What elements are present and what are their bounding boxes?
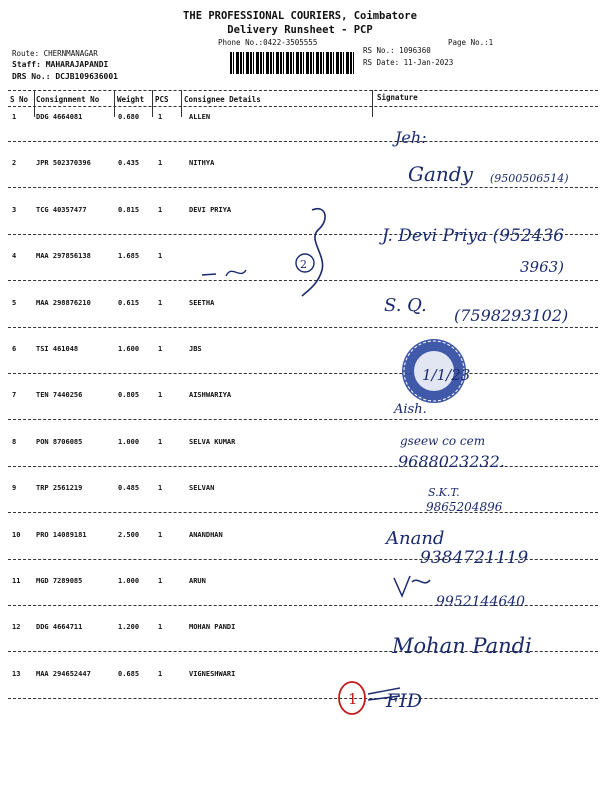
row-weight: 1.685 bbox=[118, 252, 140, 261]
drs-number: DRS No.: DCJB109636001 bbox=[12, 72, 118, 81]
row-pcs: 1 bbox=[158, 345, 163, 353]
row-pcs: 1 bbox=[158, 159, 163, 168]
barcode bbox=[230, 52, 356, 74]
svg-text:1: 1 bbox=[348, 690, 358, 708]
signature-mohan-pandi: Mohan Pandi bbox=[392, 634, 532, 658]
row-consignment-no: DDG 4664081 bbox=[36, 113, 83, 121]
row-separator bbox=[8, 466, 598, 467]
row-consignment-no: JPR 502370396 bbox=[36, 159, 91, 168]
row-consignee: VIGNESHWARI bbox=[189, 669, 236, 678]
row-consignment-no: MAA 294652447 bbox=[36, 669, 91, 678]
row-sno: 11 bbox=[12, 577, 21, 585]
row-sno: 9 bbox=[12, 484, 17, 493]
row-consignee: ANANDHAN bbox=[189, 530, 223, 539]
row-sno: 13 bbox=[12, 669, 21, 678]
handwritten-fid: FID bbox=[386, 690, 422, 712]
col-signature: Signature bbox=[377, 93, 418, 102]
row-weight: 2.500 bbox=[118, 530, 140, 539]
row-separator bbox=[8, 327, 598, 328]
row-separator bbox=[8, 187, 598, 188]
signature-devi-priya: J. Devi Priya (952436 bbox=[382, 226, 565, 246]
row-weight: 0.805 bbox=[118, 391, 140, 400]
handwritten-phone-10: 9384721119 bbox=[420, 548, 529, 568]
row-sno: 8 bbox=[12, 437, 17, 446]
signature-arun bbox=[392, 572, 432, 600]
table-top-rule bbox=[8, 90, 598, 91]
row-separator bbox=[8, 141, 598, 142]
row-pcs: 1 bbox=[158, 298, 163, 307]
row-sno: 4 bbox=[12, 252, 17, 261]
row-consignee: NITHYA bbox=[189, 159, 215, 168]
row-pcs: 1 bbox=[158, 205, 163, 214]
col-divider bbox=[114, 90, 115, 117]
row-pcs: 1 bbox=[158, 252, 163, 261]
staff-label: Staff: MAHARAJAPANDI bbox=[12, 60, 109, 69]
row-pcs: 1 bbox=[158, 577, 163, 585]
document-title: Delivery Runsheet - PCP bbox=[227, 24, 373, 36]
handwritten-phone-11: 9952144640 bbox=[436, 594, 526, 610]
row-consignment-no: PON 8706085 bbox=[36, 437, 83, 446]
row-consignee: AISHWARIYA bbox=[189, 391, 232, 400]
col-pcs: PCS bbox=[155, 95, 169, 104]
row-consignee: ARUN bbox=[189, 577, 206, 585]
row-consignment-no: PRO 14089181 bbox=[36, 530, 87, 539]
page-number: Page No.:1 bbox=[448, 38, 494, 47]
handwritten-phone-9: 9865204896 bbox=[426, 500, 503, 514]
row-sno: 12 bbox=[12, 623, 21, 632]
row-consignment-no: MGD 7289085 bbox=[36, 577, 83, 585]
scribble-mark bbox=[200, 250, 325, 285]
row-pcs: 1 bbox=[158, 437, 163, 446]
row-weight: 0.485 bbox=[118, 484, 140, 493]
row-weight: 0.435 bbox=[118, 159, 140, 168]
row-consignee: JBS bbox=[189, 345, 202, 353]
row-weight: 0.615 bbox=[118, 298, 140, 307]
signature-nithya: Gandy bbox=[408, 162, 473, 186]
row-sno: 7 bbox=[12, 391, 17, 400]
row-consignee: SELVAN bbox=[189, 484, 215, 493]
row-weight: 1.200 bbox=[118, 623, 140, 632]
row-pcs: 1 bbox=[158, 113, 163, 121]
row-weight: 0.680 bbox=[118, 113, 140, 121]
rs-date: RS Date: 11-Jan-2023 bbox=[363, 58, 454, 67]
signature-aishwariya: Aish. bbox=[394, 402, 427, 417]
row-sno: 2 bbox=[12, 159, 17, 168]
row-separator bbox=[8, 512, 598, 513]
row-consignment-no: DDG 4664711 bbox=[36, 623, 83, 632]
col-divider bbox=[372, 90, 373, 117]
row-sno: 3 bbox=[12, 205, 17, 214]
stamp-date-handwriting: 1/1/23 bbox=[422, 366, 471, 384]
row-separator bbox=[8, 373, 598, 374]
header-bottom-rule bbox=[8, 106, 598, 107]
row-sno: 5 bbox=[12, 298, 17, 307]
signature-allen: Jeh: bbox=[395, 128, 427, 147]
row-separator bbox=[8, 419, 598, 420]
row-weight: 0.685 bbox=[118, 669, 140, 678]
row-sno: 10 bbox=[12, 530, 21, 539]
col-divider bbox=[152, 90, 153, 117]
row-pcs: 1 bbox=[158, 484, 163, 493]
col-sno: S No bbox=[10, 95, 29, 104]
phone-number: Phone No.:0422-3505555 bbox=[218, 38, 318, 47]
signature-anandhan: Anand bbox=[386, 528, 445, 549]
row-consignment-no: TEN 7440256 bbox=[36, 391, 83, 400]
row-consignee: SELVA KUMAR bbox=[189, 437, 236, 446]
row-consignment-no: TSI 461048 bbox=[36, 345, 79, 353]
row-consignee: ALLEN bbox=[189, 113, 211, 121]
row-separator bbox=[8, 698, 598, 699]
route-label: Route: CHERNMANAGAR bbox=[12, 49, 98, 58]
row-weight: 1.000 bbox=[118, 577, 140, 585]
row-pcs: 1 bbox=[158, 623, 163, 632]
row-weight: 1.000 bbox=[118, 437, 140, 446]
signature-selvan: S.K.T. bbox=[428, 486, 460, 499]
row-consignee: SEETHA bbox=[189, 298, 215, 307]
row-weight: 1.600 bbox=[118, 345, 140, 353]
col-weight: Weight bbox=[117, 95, 145, 104]
signature-seetha: S. Q. bbox=[384, 295, 427, 316]
col-divider bbox=[181, 90, 182, 117]
row-consignment-no: MAA 298876210 bbox=[36, 298, 91, 307]
handwritten-phone-2: (9500506514) bbox=[490, 172, 569, 185]
rs-number: RS No.: 1096360 bbox=[363, 46, 431, 55]
row-weight: 0.815 bbox=[118, 205, 140, 214]
row-pcs: 1 bbox=[158, 391, 163, 400]
row-consignment-no: MAA 297856138 bbox=[36, 252, 91, 261]
row-sno: 6 bbox=[12, 345, 17, 353]
svg-text:2: 2 bbox=[300, 258, 307, 271]
company-title: THE PROFESSIONAL COURIERS, Coimbatore bbox=[183, 10, 417, 22]
row-pcs: 1 bbox=[158, 530, 163, 539]
row-pcs: 1 bbox=[158, 669, 163, 678]
col-consignment: Consignment No bbox=[36, 95, 100, 104]
handwritten-phone-8: 9688023232. bbox=[398, 452, 505, 471]
row-consignee: MOHAN PANDI bbox=[189, 623, 236, 632]
row-sno: 1 bbox=[12, 113, 17, 121]
signature-selva-kumar: gseew co cem bbox=[400, 434, 486, 448]
row-consignment-no: TRP 2561219 bbox=[36, 484, 83, 493]
handwritten-phone-3: 3963) bbox=[520, 258, 565, 276]
row-consignment-no: TCG 40357477 bbox=[36, 205, 87, 214]
handwritten-phone-5: (7598293102) bbox=[454, 306, 569, 325]
row-consignee: DEVI PRIYA bbox=[189, 205, 232, 214]
col-divider bbox=[34, 90, 35, 117]
col-consignee: Consignee Details bbox=[184, 95, 261, 104]
